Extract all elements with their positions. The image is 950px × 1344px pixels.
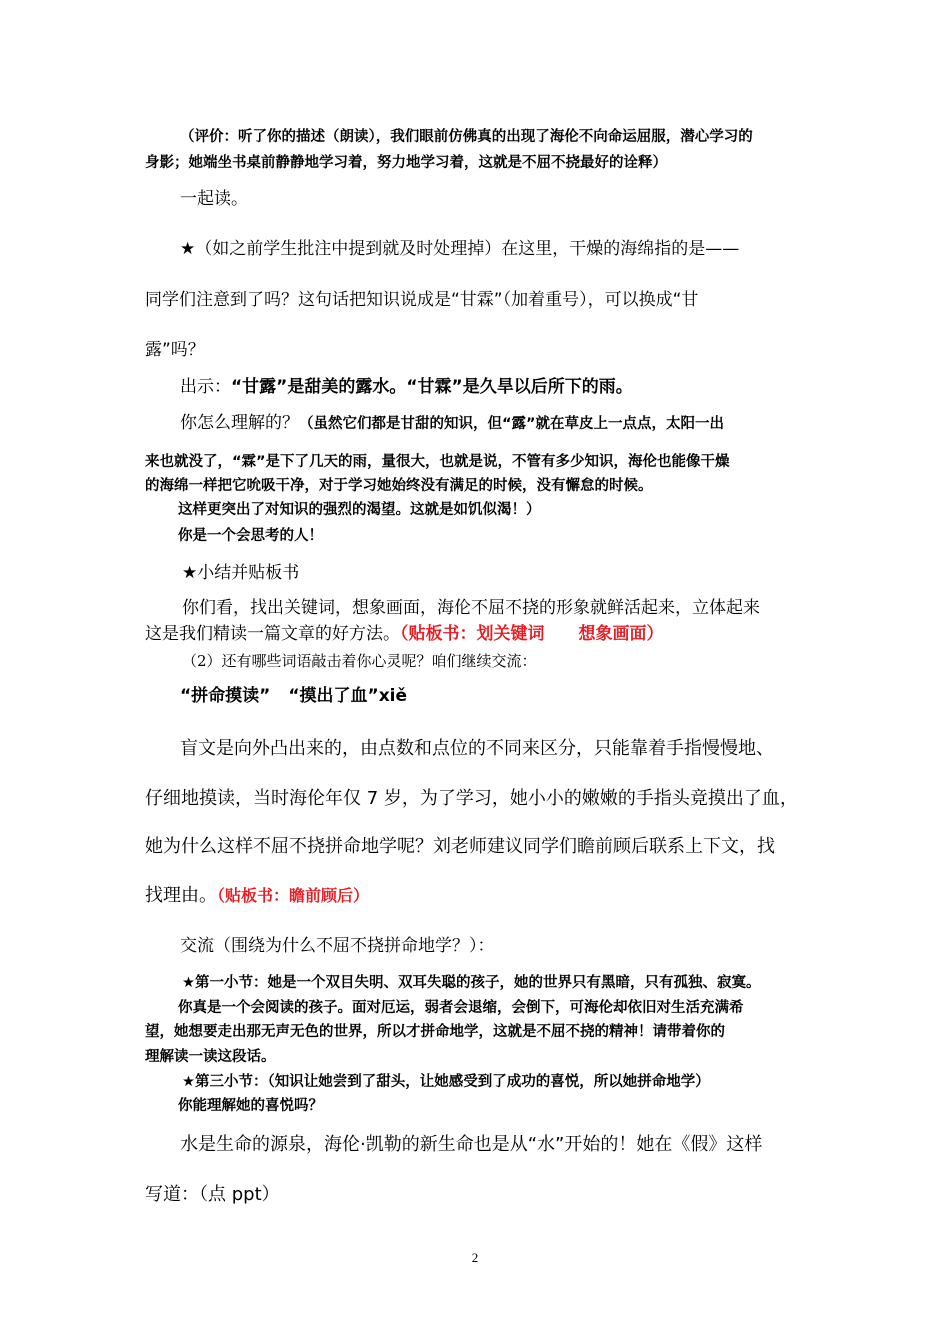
- key-word-1: “拼命摸读”: [180, 686, 271, 706]
- understanding-answer: （虽然它们都是甘甜的知识，但“露”就在草皮上一点点，太阳一出: [299, 416, 725, 432]
- sponge-question-line-2: 同学们注意到了吗？这句话把知识说成是“甘霖”（加着重号），可以换成“甘: [145, 290, 699, 310]
- summary-line-1: 你们看，找出关键词，想象画面，海伦不屈不挠的形象就鲜活起来，立体起来: [182, 598, 760, 618]
- understanding-question: 你怎么理解的？: [180, 413, 299, 433]
- read-together: 一起读。: [180, 189, 248, 209]
- exchange-heading: 交流（围绕为什么不屈不挠拼命地学？）：: [180, 936, 495, 956]
- section-one-line-1: ★第一小节：她是一个双目失明、双耳失聪的孩子，她的世界只有黑暗，只有孤独、寂寞。: [182, 975, 761, 991]
- braille-line-3-rest: 这样不屈不挠拼命地学呢？刘老师建议同学们瞻前顾后联系上下文，找: [217, 836, 775, 857]
- display-content: “甘露”是甜美的露水。“甘霖”是久旱以后所下的雨。: [231, 377, 633, 397]
- section-three-line-2: 你能理解她的喜悦吗？: [178, 1098, 323, 1114]
- understanding-line-4: 这样更突出了对知识的强烈的渴望。这就是如饥似渴！）: [178, 502, 541, 518]
- board-note-context: （贴板书：瞻前顾后）: [217, 886, 370, 905]
- water-line-2: 写道：（点 ppt）: [145, 1184, 280, 1205]
- key-words: [180, 688, 407, 705]
- board-note-keywords: （贴板书：划关键词 想象画面）: [400, 624, 664, 644]
- evaluation-line-2: 身影；她端坐书桌前静静地学习着，努力地学习着，这就是不屈不挠最好的诠释）: [145, 155, 667, 171]
- water-line-1: 水是生命的源泉，海伦·凯勒的新生命也是从“水”开始的！她在《假》这样: [180, 1134, 763, 1155]
- braille-line-3-start: 她为什么: [145, 836, 217, 857]
- thinker-praise: 你是一个会思考的人！: [178, 528, 323, 544]
- understanding-line-2: 来也就没了，“霖”是下了几天的雨，量很大，也就是说，不管有多少知识，海伦也能像干燥: [145, 454, 730, 470]
- find-reason: 找理由。: [145, 885, 217, 906]
- display-definition: [180, 379, 633, 396]
- section-one-line-4: 理解读一读这段话。: [145, 1049, 276, 1065]
- understanding-line-3: 的海绵一样把它吮吸干净，对于学习她始终没有满足的时候，没有懈怠的时候。: [145, 478, 653, 494]
- braille-line-2: 仔细地摸读，当时海伦年仅 7 岁，为了学习，她小小的嫩嫩的手指头竟摸出了血，: [145, 788, 798, 809]
- sponge-question-line-3: 露”吗？: [145, 340, 205, 360]
- braille-line-1: 盲文是向外凸出来的，由点数和点位的不同来区分，只能靠着手指慢慢地、: [180, 738, 774, 759]
- section-one-line-2: 你真是一个会阅读的孩子。面对厄运，弱者会退缩，会倒下，可海伦却依旧对生活充满希: [178, 1000, 744, 1016]
- evaluation-line-1: （评价：听了你的描述（朗读），我们眼前仿佛真的出现了海伦不向命运屈服，潜心学习的: [180, 129, 753, 145]
- continue-discussion: （2）还有哪些词语敲击着你心灵呢？咱们继续交流：: [182, 652, 537, 670]
- summary-line-2: [145, 626, 664, 643]
- display-prefix: 出示：: [180, 377, 231, 397]
- sponge-question-line-1: ★（如之前学生批注中提到就及时处理掉）在这里，干燥的海绵指的是——: [180, 239, 740, 259]
- summary-heading: ★小结并贴板书: [182, 563, 300, 583]
- key-word-2: “摸出了血”xiě: [288, 686, 408, 706]
- braille-line-4: [145, 887, 369, 905]
- section-three-line-1: ★第三小节：（知识让她尝到了甜头，让她感受到了成功的喜悦，所以她拼命地学）: [182, 1074, 710, 1090]
- understanding-line-1: [180, 415, 724, 432]
- braille-line-3: [145, 838, 775, 856]
- summary-method: 这是我们精读一篇文章的好方法。: [145, 624, 400, 644]
- section-one-line-3: 望，她想要走出那无声无色的世界，所以才拼命地学，这就是不屈不挠的精神！请带着你的: [145, 1024, 725, 1040]
- page-number: 2: [471, 1250, 479, 1265]
